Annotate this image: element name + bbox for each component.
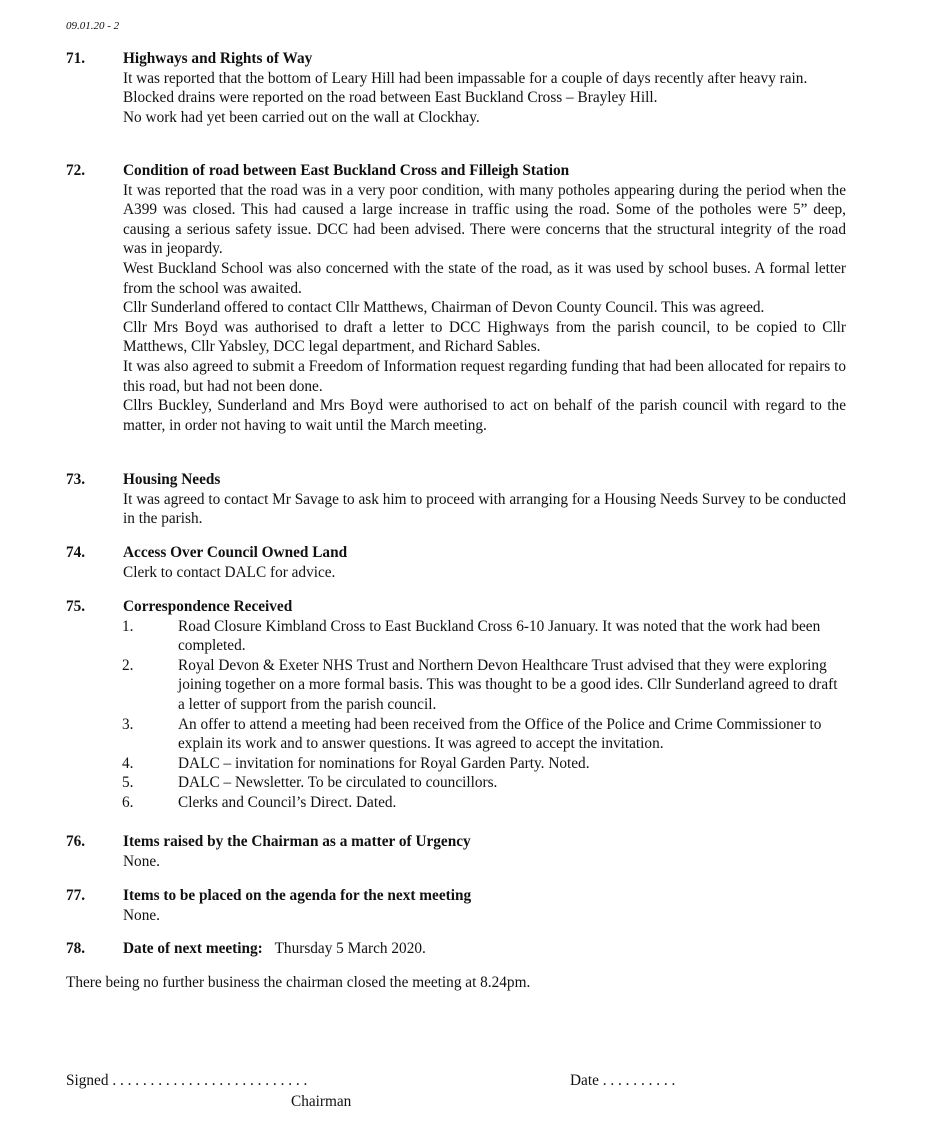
item-number: 76.: [66, 833, 86, 850]
item-number: 78.: [66, 940, 86, 957]
correspondence-item: [122, 754, 846, 774]
correspondence-text: Royal Devon & Exeter NHS Trust and Northern Devon Healthcare Trust advised that they were exploring joining together on a more formal basis. This was thought to be a good ides. Cllr Sunderland agreed to draft a letter of support from the parish council.: [178, 656, 838, 713]
item-paragraph: Blocked drains were reported on the road between East Buckland Cross – Brayley Hill.: [123, 89, 658, 107]
minute-item-76: [66, 832, 846, 871]
correspondence-text: DALC – invitation for nominations for Royal Garden Party. Noted.: [178, 754, 590, 772]
signed-line: Signed . . . . . . . . . . . . . . . . . . . . . . . . . .: [66, 1072, 308, 1089]
page-reference: 09.01.20 - 2: [66, 20, 120, 32]
minute-item-75: [66, 597, 846, 813]
minute-item-77: [66, 886, 846, 925]
item-number: 74.: [66, 544, 86, 561]
minute-item-73: [66, 470, 846, 529]
correspondence-list: [122, 617, 846, 813]
minute-item-71: [66, 49, 846, 127]
correspondence-number: 2.: [122, 656, 134, 674]
minute-item-78: [66, 939, 846, 959]
item-paragraph: It was agreed to contact Mr Savage to ask him to proceed with arranging for a Housing Needs Survey to be conducted in the parish.: [123, 490, 846, 528]
correspondence-item: [122, 773, 846, 793]
correspondence-text: DALC – Newsletter. To be circulated to councillors.: [178, 774, 498, 792]
item-paragraph: Cllr Mrs Boyd was authorised to draft a letter to DCC Highways from the parish council, to be copied to Cllr Matthews, Cllr Yabsley, DCC legal department, and Richard Sables.: [123, 318, 846, 356]
item-paragraph: It was reported that the bottom of Leary Hill had been impassable for a couple of days recently after heavy rain.: [123, 69, 808, 87]
item-heading: Items raised by the Chairman as a matter of Urgency: [123, 833, 471, 850]
item-paragraph: No work had yet been carried out on the wall at Clockhay.: [123, 108, 480, 126]
item-paragraph: It was also agreed to submit a Freedom of Information request regarding funding that had been allocated for repairs to this road, but had not been done.: [123, 357, 846, 395]
minute-item-74: [66, 543, 846, 582]
correspondence-number: 6.: [122, 793, 134, 811]
correspondence-item: [122, 656, 846, 715]
correspondence-item: [122, 617, 846, 656]
correspondence-item: [122, 715, 846, 754]
chairman-label: Chairman: [291, 1093, 352, 1110]
minute-item-72: [66, 161, 846, 435]
item-number: 72.: [66, 162, 86, 179]
item-number: 77.: [66, 887, 86, 904]
item-number: 71.: [66, 50, 86, 67]
date-line: Date . . . . . . . . . .: [570, 1072, 676, 1089]
item-heading: Condition of road between East Buckland Cross and Filleigh Station: [123, 162, 570, 179]
item-paragraph: Clerk to contact DALC for advice.: [123, 563, 336, 581]
item-paragraph: Cllr Sunderland offered to contact Cllr Matthews, Chairman of Devon County Council. This was agreed.: [123, 299, 765, 317]
item-number: 73.: [66, 471, 86, 488]
item-paragraph: Cllrs Buckley, Sunderland and Mrs Boyd were authorised to act on behalf of the parish council with regard to the matter, in order not having to wait until the March meeting.: [123, 397, 846, 434]
item-paragraph: West Buckland School was also concerned with the state of the road, as it was used by school buses. A formal letter from the school was awaited.: [123, 259, 846, 297]
item-paragraph: It was reported that the road was in a very poor condition, with many potholes appearing during the period when the A399 was closed. This had caused a large increase in traffic using the road. Some of the potholes were 5” deep, causing a serious safety issue. DCC had been advised. There were concerns that the structural integrity of the road was in jeopardy.: [123, 181, 846, 258]
correspondence-item: [122, 793, 846, 813]
item-heading: Items to be placed on the agenda for the next meeting: [123, 887, 472, 904]
next-meeting-date: Thursday 5 March 2020.: [274, 940, 426, 957]
item-heading: Correspondence Received: [123, 598, 293, 615]
item-paragraph: None.: [123, 852, 160, 870]
correspondence-number: 1.: [122, 617, 134, 635]
correspondence-text: Clerks and Council’s Direct. Dated.: [178, 793, 397, 811]
item-number: 75.: [66, 598, 86, 615]
item-heading: Highways and Rights of Way: [123, 50, 313, 67]
correspondence-text: An offer to attend a meeting had been received from the Office of the Police and Crime Commissioner to explain its work and to answer questions. It was agreed to accept the invitation.: [178, 715, 822, 753]
correspondence-number: 5.: [122, 774, 134, 792]
closing-statement: There being no further business the chairman closed the meeting at 8.24pm.: [66, 974, 531, 991]
item-heading: Date of next meeting:: [123, 940, 263, 957]
correspondence-number: 4.: [122, 754, 134, 772]
item-heading: Access Over Council Owned Land: [123, 544, 348, 561]
item-paragraph: None.: [123, 906, 160, 924]
correspondence-number: 3.: [122, 715, 134, 733]
item-heading: Housing Needs: [123, 471, 221, 488]
correspondence-text: Road Closure Kimbland Cross to East Buckland Cross 6-10 January. It was noted that the work had been completed.: [178, 617, 821, 655]
